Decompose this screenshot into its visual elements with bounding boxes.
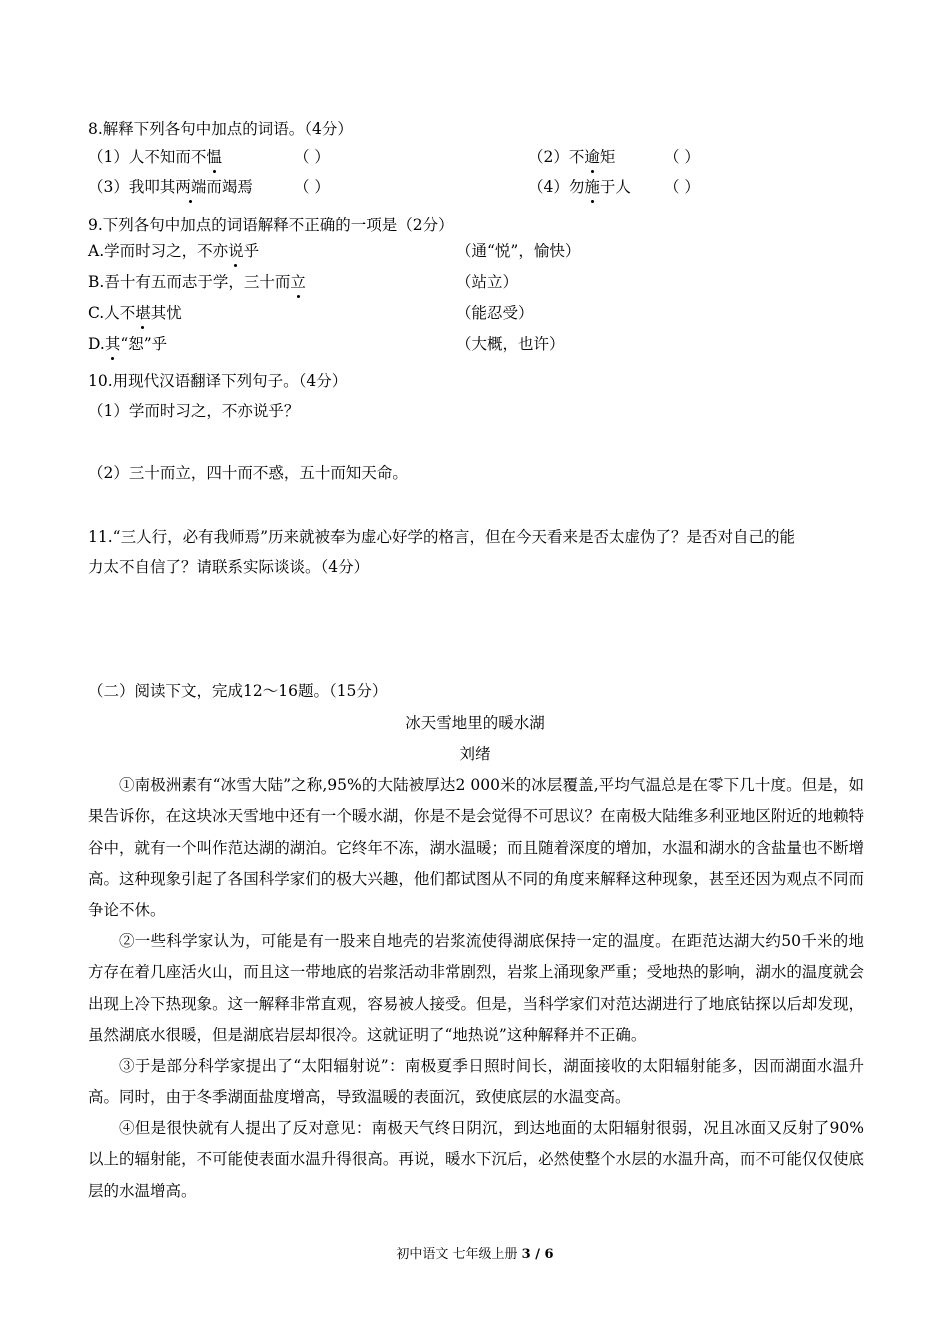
q9-option-a: A.学而时习之，不亦说乎	[88, 242, 260, 260]
q10-sentence-2: （2）三十而立，四十而不惑，五十而知天命。	[88, 464, 408, 482]
q8-item-2: （2）不逾矩	[528, 148, 616, 166]
q11-line-2: 力太不自信了？请联系实际谈谈。（4分）	[88, 558, 370, 576]
q9-option-c: C.人不堪其忧	[88, 304, 182, 322]
article-author: 刘绪	[459, 745, 491, 763]
q8-answer-blank-4: （ ）	[664, 178, 700, 196]
q8-answer-blank-3: （ ）	[294, 178, 330, 196]
dotted-word: 堪	[135, 304, 151, 322]
q8-item-4: （4）勿施于人	[528, 178, 631, 196]
q8-item-1: （1）人不知而不愠	[88, 148, 222, 166]
q10-stem: 10.用现代汉语翻译下列句子。（4分）	[88, 372, 348, 390]
q11-line-1: 11.“三人行，必有我师焉”历来就被奉为虚心好学的格言，但在今天看来是否太虚伪了？是否对自己的能	[88, 528, 796, 546]
q9-option-d: D.其“恕”乎	[88, 335, 168, 353]
section-2-intro: （二）阅读下文，完成12～16题。（15分）	[88, 682, 388, 700]
q9-option-d-explanation: （大概，也许）	[456, 335, 565, 353]
dotted-word: 施	[584, 178, 600, 196]
dotted-word: 说	[228, 242, 244, 260]
q8-stem: 8.解释下列各句中加点的词语。（4分）	[88, 120, 353, 138]
dotted-word: 愠	[206, 148, 222, 166]
page-number: 3	[521, 1247, 531, 1262]
q8-answer-blank-1: （ ）	[294, 148, 330, 166]
q9-option-a-explanation: （通“悦”，愉快）	[456, 242, 581, 260]
q9-option-b: B.吾十有五而志于学，三十而立	[88, 273, 306, 291]
article-paragraph-1: ①南极洲素有“冰雪大陆”之称,95%的大陆被厚达2 000米的冰层覆盖,平均气温总是在零下几十度。但是，如果告诉你，在这块冰天雪地中还有一个暖水湖，你是不是会觉得不可思议？在南极大陆维多利亚地区附近的地赖特谷中，就有一个叫作范达湖的湖泊。它终年不冻，湖水温暖；而且随着深度的增加，水温和湖水的含盐量也不断增高。这种现象引起了各国科学家们的极大兴趣，他们都试图从不同的角度来解释这种现象，甚至还因为观点不同而争论不休。	[88, 776, 864, 920]
article-paragraph-2: ②一些科学家认为，可能是有一股来自地壳的岩浆流使得湖底保持一定的温度。在距范达湖大约50千米的地方存在着几座活火山，而且这一带地底的岩浆活动非常剧烈，岩浆上涌现象严重；受地热的影响，湖水的温度就会出现上冷下热现象。这一解释非常直观，容易被人接受。但是，当科学家们对范达湖进行了地底钻探以后却发现，虽然湖底水很暖，但是湖底岩层却很冷。这就证明了“地热说”这种解释并不正确。	[88, 932, 864, 1044]
dotted-word: 逾	[584, 148, 600, 166]
dotted-word: 其	[104, 335, 121, 353]
page-total: 6	[544, 1247, 554, 1262]
q10-sentence-1: （1）学而时习之，不亦说乎？	[88, 402, 300, 420]
page-footer: 初中语文 七年级上册 3 / 6	[396, 1247, 554, 1262]
dotted-word: 立	[290, 273, 306, 291]
q8-answer-blank-2: （ ）	[664, 148, 700, 166]
q9-stem: 9.下列各句中加点的词语解释不正确的一项是（2分）	[88, 216, 454, 234]
article-title: 冰天雪地里的暖水湖	[405, 714, 545, 732]
article-paragraph-4: ④但是很快就有人提出了反对意见：南极天气终日阴沉，到达地面的太阳辐射很弱，况且冰面又反射了90%以上的辐射能，不可能使表面水温升得很高。再说，暖水下沉后，必然使整个水层的水温升高，而不可能仅仅使底层的水温增高。	[88, 1119, 864, 1200]
q8-item-3: （3）我叩其两端而竭焉	[88, 178, 253, 196]
q9-option-c-explanation: （能忍受）	[456, 304, 534, 322]
article-paragraph-3: ③于是部分科学家提出了“太阳辐射说”：南极夏季日照时间长，湖面接收的太阳辐射能多，因而湖面水温升高。同时，由于冬季湖面盐度增高，导致温暖的表面沉，致使底层的水温变高。	[88, 1057, 864, 1107]
dotted-word: 两端	[175, 178, 207, 196]
q9-option-b-explanation: （站立）	[456, 273, 519, 291]
